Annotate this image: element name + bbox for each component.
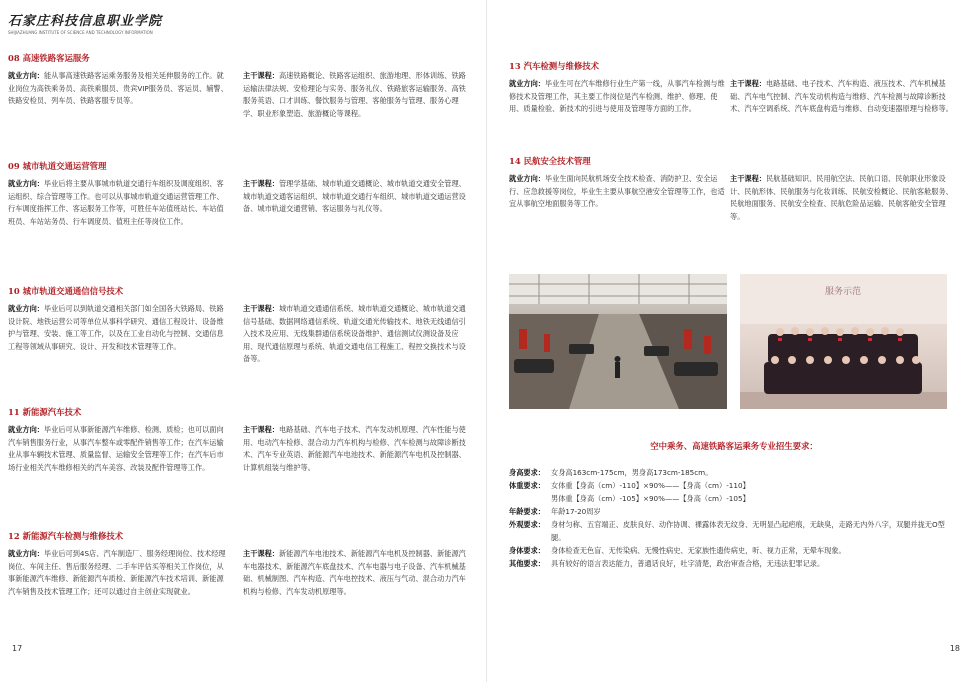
page-number-right: 18 <box>949 644 960 653</box>
section-title: 10 城市轨道交通通信信号技术 <box>8 286 124 296</box>
courses-text: 主干课程：城市轨道交通通信系统、城市轨道交通概论、城市轨道交通信号基础、数据网络通信系统、轨道交通光传输技术、地铁无线通信引入技术及应用、无线集群通信系统设备维护、通信测试仪测设备及应用、现代通信原理与系统、轨道交通电信工程施工、程控交换技术与设备等。 <box>243 304 466 364</box>
requirement-row: 身体要求： 身体检查无色盲、无传染病、无慢性病史、无家族性遗传病史，听、视力正常，无晕车现象。 <box>509 546 846 555</box>
courses-text: 主干课程：电路基础、电子技术、汽车构造、液压技术、汽车机械基础、汽车电气控制、汽车发动机构造与维修、汽车检测与故障诊断技术、汽车空调系统、汽车底盘构造与维修、自动变速器原理与检修等。 <box>730 79 953 114</box>
courses-text: 主干课程：新能源汽车电池技术、新能源汽车电机及控制器、新能源汽车电器技术、新能源汽车底盘技术、汽车电器与电子设备、汽车机械基础、机械制图、汽车构造、汽车电控技术、液压与气动、混合动力汽车机构与检修、汽车发动机原理等。 <box>243 549 466 596</box>
requirement-row: 年龄要求： 年龄17-20周岁 <box>509 507 601 516</box>
courses-text: 主干课程：电路基础、汽车电子技术、汽车发动机原理、汽车性能与使用、电动汽车检修、混合动力汽车机构与检修、汽车检测与故障诊断技术、汽车专业英语、新能源汽车电池技术、新能源汽车电机及控制器、计算机组装与维护等。 <box>243 425 466 472</box>
workshop-photo <box>509 274 727 409</box>
section-title: 12 新能源汽车检测与维修技术 <box>8 531 124 541</box>
requirement-row: 其他要求： 具有较好的语言表达能力，普通话良好，吐字清楚，政治审查合格，无违法犯罪记录。 <box>509 559 825 568</box>
school-name: 石家庄科技信息职业学院 <box>8 14 163 29</box>
section-11 <box>8 406 468 474</box>
page-number-left: 17 <box>12 644 23 653</box>
group-illustration <box>740 274 947 409</box>
section-title: 09 城市轨道交通运营管理 <box>8 161 107 171</box>
section-12 <box>8 530 468 598</box>
school-name-en: SHIJIAZHUANG INSTITUTE OF SCIENCE AND TECHNOLOGY INFORMATION <box>8 30 153 35</box>
section-10 <box>8 285 468 366</box>
requirements-title: 空中乘务、高速铁路客运乘务专业招生要求： <box>650 441 818 451</box>
employment-text: 就业方向：毕业生可在汽车维修行业生产第一线，从事汽车检测与维修技术及管理工作，其主要工作岗位是汽车检测、维护、修理、使用、质量检验、新技术的引进与使用及管理等方面的工作。 <box>509 79 725 114</box>
courses-text: 主干课程：高速铁路概论、铁路客运组织、旅游地理、形体训练、铁路运输法律法规、安检理论与实务、服务礼仪、铁路旅客运输服务、高铁服务英语、口才训练、餐饮服务与管理、客舱服务与管理、服务心理学、职业形象塑造、旅游概论等课程。 <box>243 71 466 118</box>
photo-sign: 服务示范 <box>824 287 862 297</box>
section-title: 14 民航安全技术管理 <box>509 156 591 166</box>
employment-text: 就业方向：能从事高速铁路客运乘务服务及相关延伸服务的工作。就业岗位为高铁乘务员、高铁乘服员、贵宾VIP服务员、客运员、辅警、铁路安检员、列车员、铁路客服专员等。 <box>8 71 228 106</box>
workshop-illustration <box>509 274 727 409</box>
employment-text: 就业方向：毕业后可到4S店、汽车制造厂、服务经理岗位、技术经理岗位、车间主任、售后服务经理、二手车评估买等相关工作岗位，从事新能源汽车维修、新能源汽车质检、新能源汽车技术培训、新能源汽车销售及技术管理工作；还可以通过自主创业实现就业。 <box>8 549 226 596</box>
right-page <box>487 0 974 682</box>
section-14 <box>509 155 954 223</box>
section-title: 11 新能源汽车技术 <box>8 407 82 417</box>
employment-text: 就业方向：毕业后可以到轨道交通相关部门如全国各大铁路局、铁路设计院、地铁运营公司等单位从事科学研究、通信工程设计、设备维护与管理、安装、施工等工作，以及在工业自动化与控制、交通信息工程等领域从事研究、设计、开发和技术管理等工作。 <box>8 304 224 351</box>
group-photo <box>740 274 947 409</box>
school-logo <box>8 10 162 35</box>
requirement-row: 外观要求： 身材匀称、五官端正、皮肤良好、动作协调、裸露体表无纹身、无明显凸起疤痕，无缺臭，走路无内外八字，双腿并拢无O型腿。 <box>509 520 945 542</box>
employment-text: 就业方向：毕业后可从事新能源汽车维修、检测、质检；也可以面向汽车销售服务行业，从事汽车整车或零配件销售等工作；在汽车运输业从事车辆技术管理、质量监督、运输安全管理等工作；在汽车后市场行业相关汽车维修相关的汽车美容、改装及配件管理等工作。 <box>8 425 224 472</box>
employment-text: 就业方向：毕业生面向民航机场安全技术检查、消防护卫、安全运行、应急救援等岗位，毕业生主要从事航空港安全管理等工作，也适宜从事航空地面服务等工作。 <box>509 174 725 209</box>
section-title: 08 高速铁路客运服务 <box>8 53 90 63</box>
employment-text: 就业方向：毕业后将主要从事城市轨道交通行车组织及调度组织、客运组织、综合管理等工作。也可以从事城市轨道交通运营管理工作、行车调度指挥工作、客运服务工作等，可胜任车站值班站长、车站值班员、车站站务员、行车调度员、值班主任等岗位工作。 <box>8 179 224 226</box>
requirement-row: 体重要求： 女体重【身高（cm）-110】×90%——【身高（cm）-110】 <box>509 481 750 490</box>
section-09 <box>8 160 468 228</box>
admission-requirements <box>509 440 959 570</box>
section-08 <box>8 52 468 120</box>
requirement-row: 身高要求： 女身高163cm-175cm，男身高173cm-185cm。 <box>509 468 713 477</box>
section-13 <box>509 60 954 116</box>
requirement-row: 男体重【身高（cm）-105】×90%——【身高（cm）-105】 <box>551 494 750 503</box>
courses-text: 主干课程：民航基础知识、民用航空法、民航口语、民航职业形象设计、民航形体、民航服务与化妆训练、民航安检概论、民航客舱服务、民航地面服务、民航安全检查、民航危险品运输、民航客舱安全管理等。 <box>730 174 953 221</box>
courses-text: 主干课程：管理学基础、城市轨道交通概论、城市轨道交通安全管理、城市轨道交通客运组织、城市轨道交通行车组织、城市轨道交通运营设备、城市轨道交通营销、客运服务与礼仪等。 <box>243 179 466 214</box>
section-title: 13 汽车检测与维修技术 <box>509 61 599 71</box>
